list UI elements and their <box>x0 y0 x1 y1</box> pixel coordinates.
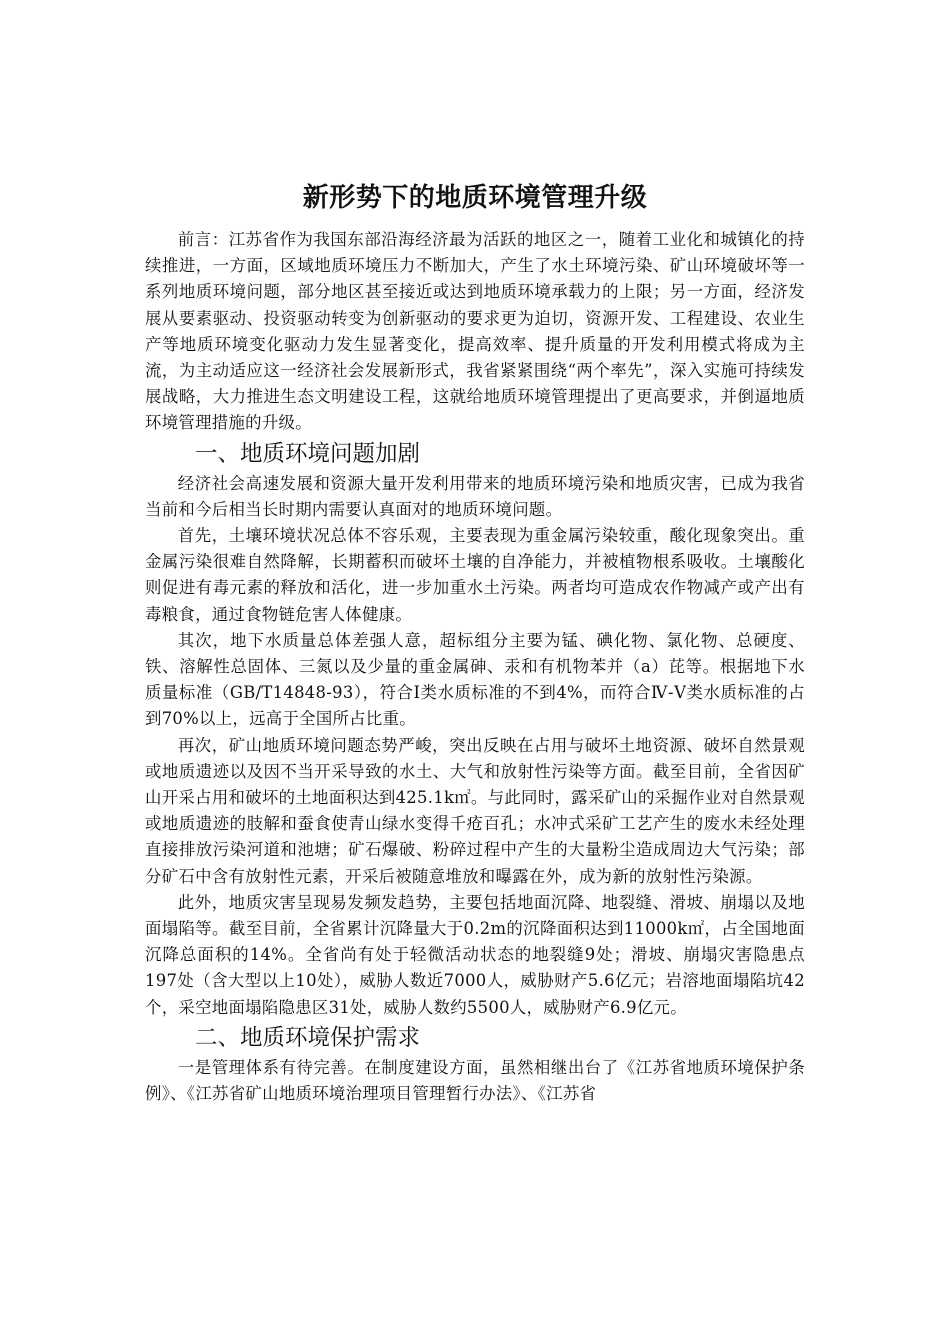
section-2-paragraph-1: 一是管理体系有待完善。在制度建设方面，虽然相继出台了《江苏省地质环境保护条例》、《江苏省矿山地质环境治理项目管理暂行办法》、《江苏省 <box>145 1057 805 1104</box>
page-title: 新形势下的地质环境管理升级 <box>302 183 648 213</box>
section-1-paragraph-1: 经济社会高速发展和资源大量开发利用带来的地质环境污染和地质灾害，已成为我省当前和今后相当长时期内需要认真面对的地质环境问题。 <box>145 473 805 519</box>
section-1-paragraph-3: 其次，地下水质量总体差强人意，超标组分主要为锰、碘化物、氯化物、总硬度、铁、溶解性总固体、三氮以及少量的重金属砷、汞和有机物苯并（a）芘等。根据地下水质量标准（GB/T14848-93），符合Ⅰ类水质标准的不到4%，而符合Ⅳ-Ⅴ类水质标准的占到70%以上，远高于全国所占比重。 <box>145 630 805 729</box>
section-1-paragraph-5: 此外，地质灾害呈现易发频发趋势，主要包括地面沉降、地裂缝、滑坡、崩塌以及地面塌陷等。截至目前，全省累计沉降量大于0.2m的沉降面积达到11000k㎡，占全国地面沉降总面积的14%。全省尚有处于轻微活动状态的地裂缝9处；滑坡、崩塌灾害隐患点197处（含大型以上10处），威胁人数近7000人，威胁财产5.6亿元；岩溶地面塌陷坑42个，采空地面塌陷隐患区31处，威胁人数约5500人，威胁财产6.9亿元。 <box>145 892 805 1017</box>
section-1-paragraph-2: 首先，土壤环境状况总体不容乐观，主要表现为重金属污染较重，酸化现象突出。重金属污染很难自然降解，长期蓄积而破坏土壤的自净能力，并被植物根系吸收。土壤酸化则促进有毒元素的释放和活化，进一步加重水土污染。两者均可造成农作物减产或产出有毒粮食，通过食物链危害人体健康。 <box>145 526 805 624</box>
section-1-paragraph-4: 再次，矿山地质环境问题态势严峻，突出反映在占用与破坏土地资源、破坏自然景观或地质遗迹以及因不当开采导致的水土、大气和放射性污染等方面。截至目前，全省因矿山开采占用和破坏的土地面积达到425.1k㎡。与此同时，露采矿山的采掘作业对自然景观或地质遗迹的肢解和蚕食使青山绿水变得千疮百孔；水冲式采矿工艺产生的废水未经处理直接排放污染河道和池塘；矿石爆破、粉碎过程中产生的大量粉尘造成周边大气污染；部分矿石中含有放射性元素，开采后被随意堆放和曝露在外，成为新的放射性污染源。 <box>145 735 805 886</box>
section-1-heading: 一、地质环境问题加剧 <box>195 440 421 467</box>
document-body <box>145 227 805 1107</box>
section-2-heading: 二、地质环境保护需求 <box>195 1024 421 1051</box>
preface-paragraph: 前言：江苏省作为我国东部沿海经济最为活跃的地区之一，随着工业化和城镇化的持续推进，一方面，区域地质环境压力不断加大，产生了水土环境污染、矿山环境破坏等一系列地质环境问题，部分地区甚至接近或达到地质环境承载力的上限；另一方面，经济发展从要素驱动、投资驱动转变为创新驱动的要求更为迫切，资源开发、工程建设、农业生产等地质环境变化驱动力发生显著变化，提高效率、提升质量的开发利用模式将成为主流，为主动适应这一经济社会发展新形式，我省紧紧围绕“两个率先”，深入实施可持续发展战略，大力推进生态文明建设工程，这就给地质环境管理提出了更高要求，并倒逼地质环境管理措施的升级。 <box>145 230 805 433</box>
